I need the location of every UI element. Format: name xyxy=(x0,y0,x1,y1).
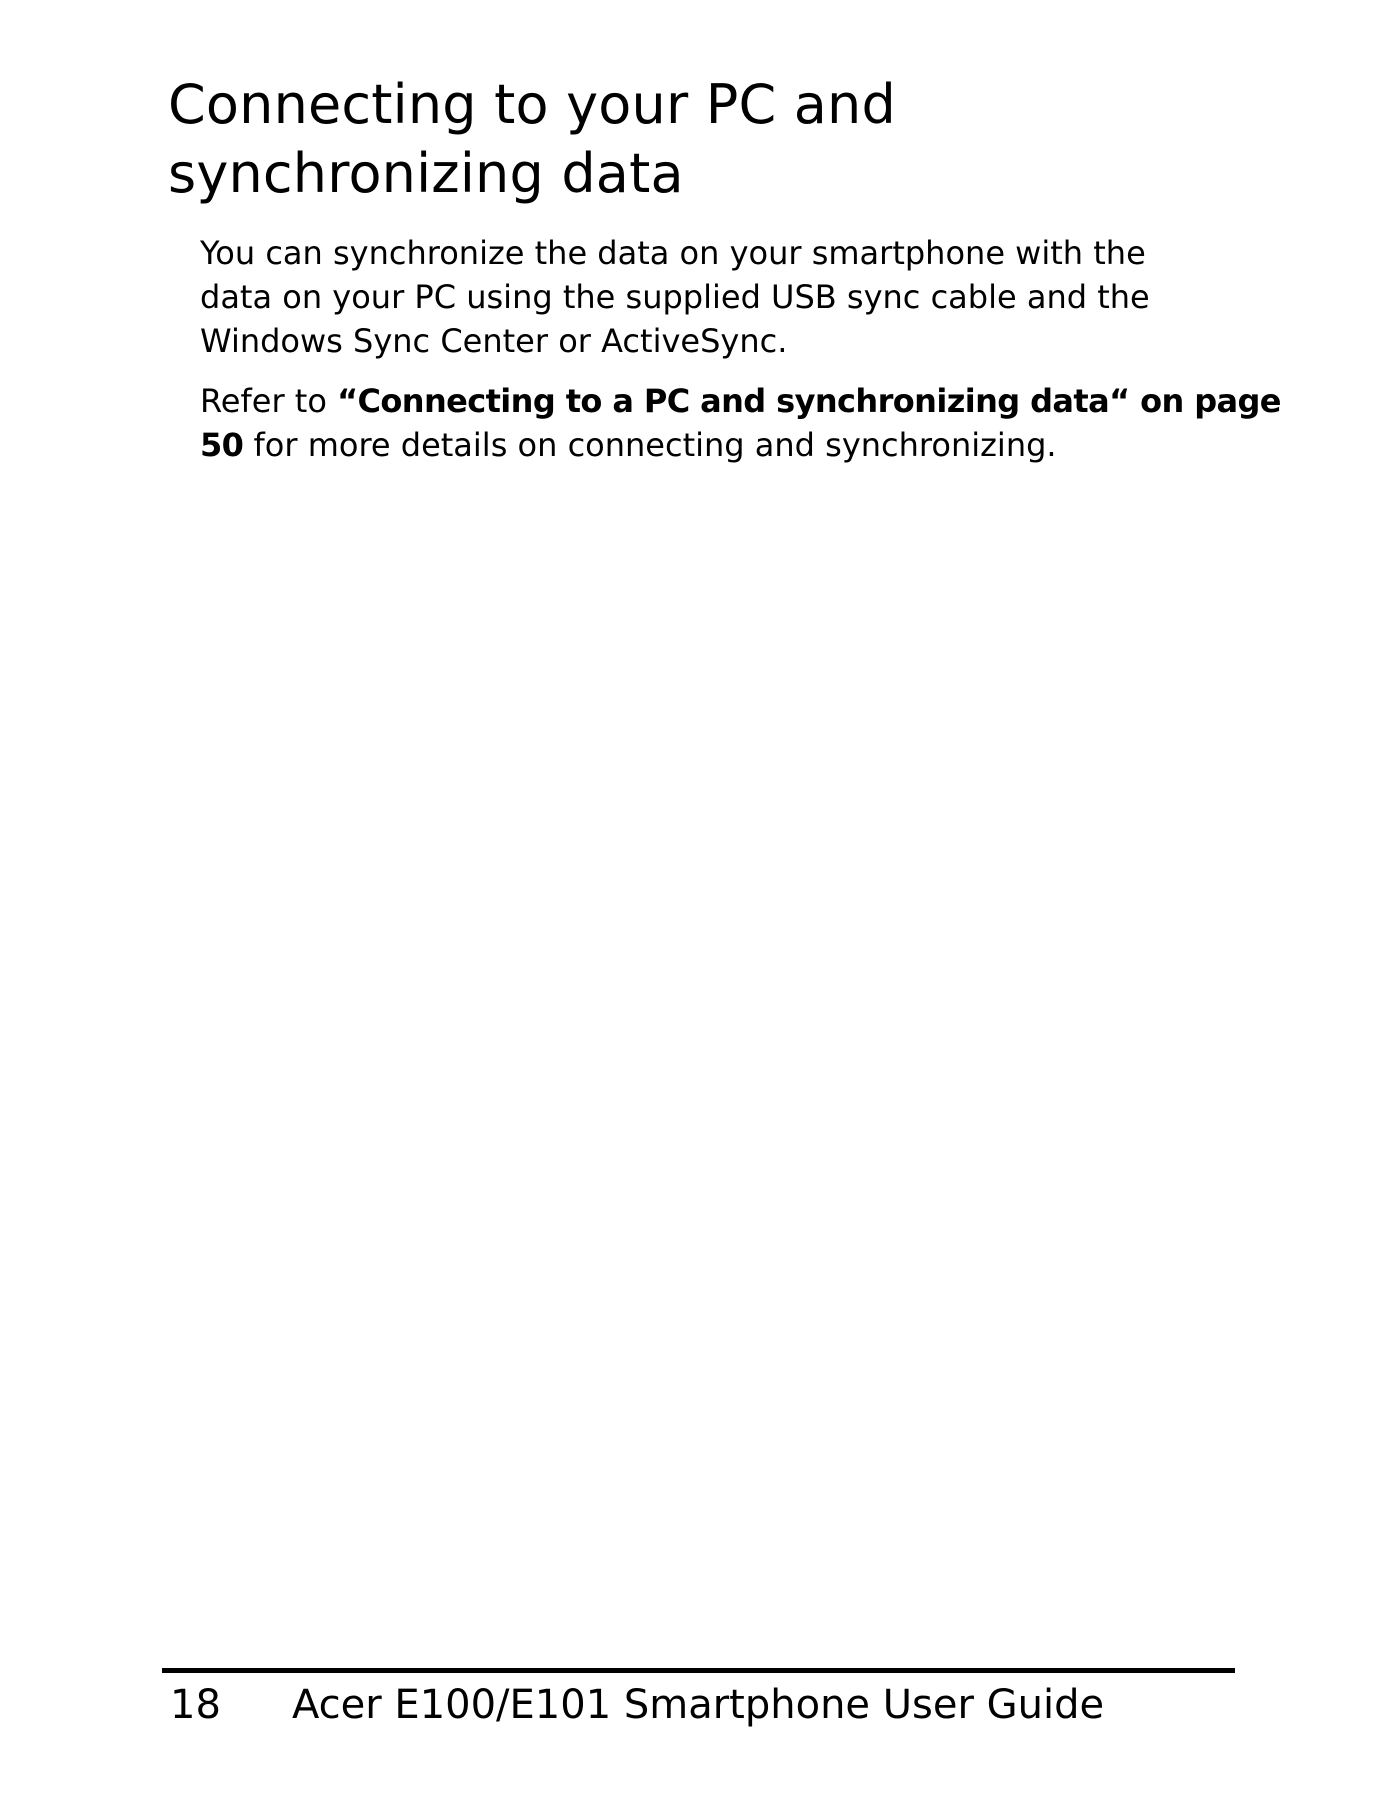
section-heading xyxy=(168,70,1218,208)
paragraph-line: You can synchronize the data on your smartphone with the xyxy=(200,234,1146,272)
cross-reference-page-link[interactable]: 50 xyxy=(200,426,244,464)
page-number: 18 xyxy=(170,1682,221,1728)
section-heading-line-2: synchronizing data xyxy=(168,142,684,205)
reference-paragraph xyxy=(200,379,1281,467)
reference-intro-text: Refer to xyxy=(200,382,338,420)
reference-rest-text: for more details on connecting and synchronizing. xyxy=(243,426,1057,464)
reference-line-2 xyxy=(200,423,1260,467)
section-heading-line-1: Connecting to your PC and xyxy=(168,73,896,136)
guide-title: Acer E100/E101 Smartphone User Guide xyxy=(292,1682,1105,1728)
body-text xyxy=(200,231,1281,483)
footer-divider xyxy=(162,1668,1235,1673)
paragraph-line: Windows Sync Center or ActiveSync. xyxy=(200,322,788,360)
page-footer xyxy=(170,1679,1230,1731)
reference-line-1 xyxy=(200,379,1281,423)
intro-paragraph xyxy=(200,231,1260,363)
paragraph-line: data on your PC using the supplied USB sync cable and the xyxy=(200,278,1150,316)
cross-reference-link[interactable]: “Connecting to a PC and synchronizing data“ on page xyxy=(337,382,1281,420)
